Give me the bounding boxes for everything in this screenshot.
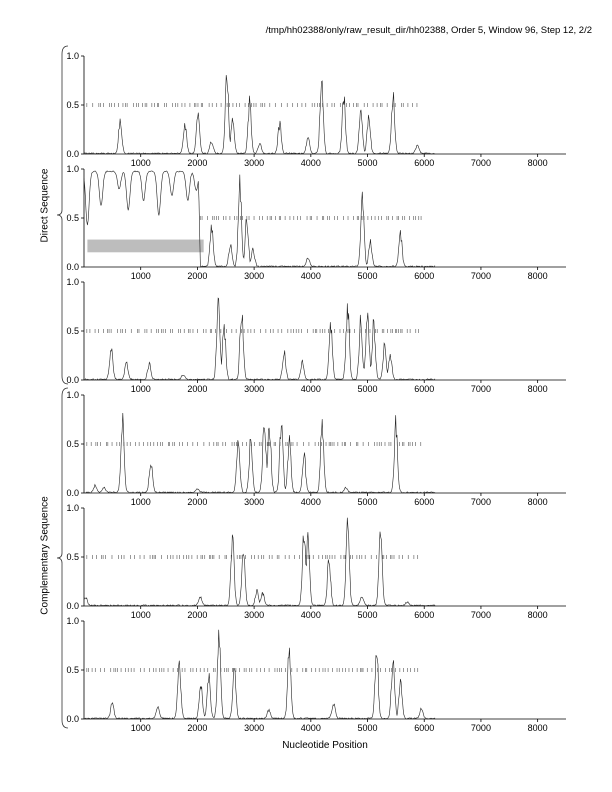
x-tick-label-6-0: 1000 bbox=[130, 723, 151, 733]
y-tick-label-2-2: 1.0 bbox=[66, 164, 79, 174]
x-tick-label-5-5: 6000 bbox=[414, 610, 435, 620]
x-tick-label-4-4: 5000 bbox=[357, 497, 378, 507]
x-tick-label-1-7: 8000 bbox=[527, 158, 548, 168]
x-tick-label-6-5: 6000 bbox=[414, 723, 435, 733]
y-tick-label-6-1: 0.5 bbox=[66, 665, 79, 675]
y-tick-label-4-1: 0.5 bbox=[66, 439, 79, 449]
x-tick-label-2-0: 1000 bbox=[130, 271, 151, 281]
x-tick-label-1-1: 2000 bbox=[187, 158, 208, 168]
x-tick-label-5-4: 5000 bbox=[357, 610, 378, 620]
x-tick-label-6-6: 7000 bbox=[470, 723, 491, 733]
series-line-3 bbox=[84, 298, 435, 380]
x-tick-label-4-0: 1000 bbox=[130, 497, 151, 507]
x-tick-label-1-0: 1000 bbox=[130, 158, 151, 168]
x-tick-label-3-6: 7000 bbox=[470, 384, 491, 394]
x-tick-label-4-6: 7000 bbox=[470, 497, 491, 507]
annotation-box-2 bbox=[87, 240, 203, 253]
series-line-6 bbox=[84, 630, 435, 719]
header-title: /tmp/hh02388/only/raw_result_dir/hh02388, Order 5, Window 96, Step 12, 2/2 bbox=[265, 25, 592, 36]
x-tick-label-1-4: 5000 bbox=[357, 158, 378, 168]
y-tick-label-6-2: 1.0 bbox=[66, 616, 79, 626]
x-tick-label-2-4: 5000 bbox=[357, 271, 378, 281]
x-tick-label-3-5: 6000 bbox=[414, 384, 435, 394]
x-tick-label-5-7: 8000 bbox=[527, 610, 548, 620]
x-tick-label-5-3: 4000 bbox=[300, 610, 321, 620]
x-tick-label-3-1: 2000 bbox=[187, 384, 208, 394]
x-tick-label-6-3: 4000 bbox=[300, 723, 321, 733]
x-tick-label-6-7: 8000 bbox=[527, 723, 548, 733]
y-tick-label-3-2: 1.0 bbox=[66, 277, 79, 287]
x-tick-label-1-3: 4000 bbox=[300, 158, 321, 168]
x-tick-label-3-3: 4000 bbox=[300, 384, 321, 394]
x-tick-label-3-4: 5000 bbox=[357, 384, 378, 394]
y-tick-label-5-1: 0.5 bbox=[66, 552, 79, 562]
y-tick-label-4-2: 1.0 bbox=[66, 390, 79, 400]
x-tick-label-1-6: 7000 bbox=[470, 158, 491, 168]
x-tick-label-2-3: 4000 bbox=[300, 271, 321, 281]
series-line-1 bbox=[84, 75, 435, 154]
x-tick-label-2-7: 8000 bbox=[527, 271, 548, 281]
x-tick-label-3-2: 3000 bbox=[244, 384, 265, 394]
x-tick-label-5-6: 7000 bbox=[470, 610, 491, 620]
y-tick-label-2-1: 0.5 bbox=[66, 213, 79, 223]
y-tick-label-6-0: 0.0 bbox=[66, 714, 79, 724]
series-line-4 bbox=[84, 413, 435, 493]
x-tick-label-3-7: 8000 bbox=[527, 384, 548, 394]
x-tick-label-4-7: 8000 bbox=[527, 497, 548, 507]
group-label-direct: Direct Sequence bbox=[39, 168, 51, 243]
x-tick-label-3-0: 1000 bbox=[130, 384, 151, 394]
y-tick-label-1-0: 0.0 bbox=[66, 149, 79, 159]
y-tick-label-3-0: 0.0 bbox=[66, 375, 79, 385]
group-label-complementary: Complementary Sequence bbox=[39, 496, 51, 615]
x-tick-label-4-1: 2000 bbox=[187, 497, 208, 507]
x-tick-label-5-0: 1000 bbox=[130, 610, 151, 620]
x-tick-label-5-1: 2000 bbox=[187, 610, 208, 620]
y-tick-label-1-2: 1.0 bbox=[66, 51, 79, 61]
y-tick-label-2-0: 0.0 bbox=[66, 262, 79, 272]
x-tick-label-6-1: 2000 bbox=[187, 723, 208, 733]
x-tick-label-6-4: 5000 bbox=[357, 723, 378, 733]
x-tick-label-2-2: 3000 bbox=[244, 271, 265, 281]
y-tick-label-3-1: 0.5 bbox=[66, 326, 79, 336]
x-tick-label-4-5: 6000 bbox=[414, 497, 435, 507]
x-tick-label-1-2: 3000 bbox=[244, 158, 265, 168]
series-line-5 bbox=[84, 518, 435, 606]
x-tick-label-6-2: 3000 bbox=[244, 723, 265, 733]
x-tick-label-2-6: 7000 bbox=[470, 271, 491, 281]
x-tick-label-4-2: 3000 bbox=[244, 497, 265, 507]
x-axis-label: Nucleotide Position bbox=[282, 740, 368, 751]
x-tick-label-5-2: 3000 bbox=[244, 610, 265, 620]
y-tick-label-5-2: 1.0 bbox=[66, 503, 79, 513]
y-tick-label-5-0: 0.0 bbox=[66, 601, 79, 611]
y-tick-label-1-1: 0.5 bbox=[66, 100, 79, 110]
x-tick-label-4-3: 4000 bbox=[300, 497, 321, 507]
x-tick-label-1-5: 6000 bbox=[414, 158, 435, 168]
y-tick-label-4-0: 0.0 bbox=[66, 488, 79, 498]
x-tick-label-2-5: 6000 bbox=[414, 271, 435, 281]
x-tick-label-2-1: 2000 bbox=[187, 271, 208, 281]
